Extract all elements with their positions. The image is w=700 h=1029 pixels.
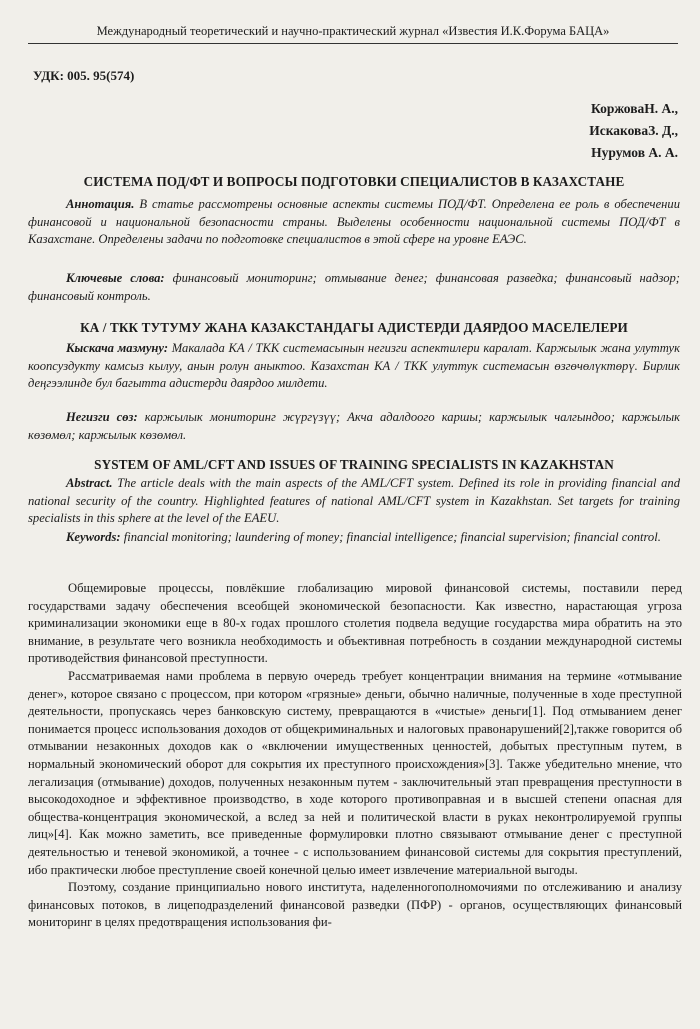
body-paragraph: Общемировые процессы, повлёкшие глобализацию мировой финансовой системы, поставили перед государствами задачу обеспечения всеобщей экономической безопасности. Как известно, нарастающая угроза криминализации экономики еще в 80-х годах прошлого столетия подвела ведущие государства мира обратить на это внимание, в результате чего возникла необходимость и объективная потребность в создании международной системы противодействия финансовой преступности.	[28, 581, 682, 666]
author-name: КоржоваН. А.,	[590, 101, 678, 116]
abstract-russian	[28, 196, 680, 249]
title-russian: СИСТЕМА ПОД/ФТ И ВОПРОСЫ ПОДГОТОВКИ СПЕЦИАЛИСТОВ В КАЗАХСТАНЕ	[83, 174, 625, 189]
keywords-text: финансовый мониторинг; отмывание денег; финансовая разведка; финансовый надзор; финансовый контроль.	[28, 271, 681, 303]
abstract-english	[28, 475, 680, 528]
keywords-text: financial monitoring; laundering of money; financial intelligence; financial supervision; financial control.	[123, 530, 661, 544]
title-kyrgyz: КА / ТКК ТУТУМУ ЖАНА КАЗАКСТАНДАГЫ АДИСТЕРДИ ДАЯРДОО МАСЕЛЕЛЕРИ	[80, 320, 628, 335]
keywords-english	[28, 529, 680, 547]
keywords-label: Ключевые слова:	[66, 271, 165, 285]
udk-code: УДК: 005. 95(574)	[33, 68, 135, 83]
body-paragraph: Рассматриваемая нами проблема в первую очередь требует концентрации внимания на термине «отмывание денег», которое связано с процессом, при котором «грязные» деньги, обычно наличные, полученные в ходе преступной деятельности, пропускаясь через банковскую систему, превращаются в «чистые» деньги[1]. Под отмыванием денег понимается процесс использования доходов от общекриминальных и налоговых правонарушений[2],также говорится об отмывании незаконных доходов как о «включении имущественных ценностей, добытых преступным путем, в нормальный экономический оборот для сокрытия их преступного происхождения»[3]. Также убедительно мнение, что легализация (отмывание) доходов, полученных незаконным путем - заключительный этап превращения преступности в высокодоходное и эффективное производство, в ходе которого противоправная и в высшей степени опасная для общества-концентрация экономической, а вслед за ней и политической власти в руках неконтролируемой группы лиц»[4]. Как можно заметить, все приведенные формулировки плотно связывают отмывание денег с преступной деятельностью и теневой экономикой, а точнее - с использованием финансовой системы для сокрытия преступлений, ибо практически любое преступление своей конечной целью имеет извлечение материальной выгоды.	[28, 668, 682, 877]
body-paragraph: Поэтому, создание принципиально нового института, наделенногополномочиями по отслеживанию и анализу финансовых потоков, в лицеподразделений финансовой разведки (ПФР) - органов, осуществляющих финансовый мониторинг в целях предотвращения использования фи-	[28, 880, 682, 930]
abstract-text: The article deals with the main aspects of the AML/CFT system. Defined its role in providing financial and national security of the country. Highlighted features of national AML/CFT system in Kazakhstan. Set targets for training specialists in this sphere at the level of the EAEU.	[28, 476, 680, 525]
abstract-kyrgyz	[28, 340, 680, 393]
abstract-label: Abstract.	[66, 476, 113, 490]
abstract-text: В статье рассмотрены основные аспекты системы ПОД/ФТ. Определена ее роль в обеспечении финансовой и национальной безопасности страны. Выделены особенности национальной системы ПОД/ФТ в Казахстане. Определены задачи по подготовке специалистов в этой сфере на уровне ЕАЭС.	[28, 197, 680, 246]
journal-header: Международный теоретический и научно-практический журнал «Известия И.К.Форума БАЦА»	[28, 24, 678, 44]
keywords-russian	[28, 270, 680, 305]
article-body	[28, 580, 682, 932]
abstract-label: Аннотация.	[66, 197, 135, 211]
keywords-kyrgyz	[28, 409, 680, 444]
keywords-label: Keywords:	[66, 530, 121, 544]
author-list	[589, 98, 678, 164]
keywords-label: Негизги сөз:	[66, 410, 138, 424]
keywords-text: каржылык мониторинг жүргүзүү; Акча адалдоого каршы; каржылык чалгындоо; каржылык көзөмөл; каржылык көзөмөл.	[28, 410, 680, 442]
abstract-text: Макалада КА / ТКК системасынын негизги аспектилери каралат. Каржылык жана улуттук коопсуздукту камсыз кылуу, анын ролун аныктоо. Казахстан КА / ТКК улуттук системасын өзгөчөлүктөрү. Бирлик деңгээлинде бул багытта адистерди даярдоо милдети.	[28, 341, 680, 390]
abstract-label: Кыскача мазмуну:	[66, 341, 169, 355]
author-name: ИскаковаЗ. Д.,	[589, 123, 678, 138]
author-name: Нурумов А. А.	[591, 145, 678, 160]
title-english: SYSTEM OF AML/CFT AND ISSUES OF TRAINING SPECIALISTS IN KAZAKHSTAN	[94, 457, 614, 472]
